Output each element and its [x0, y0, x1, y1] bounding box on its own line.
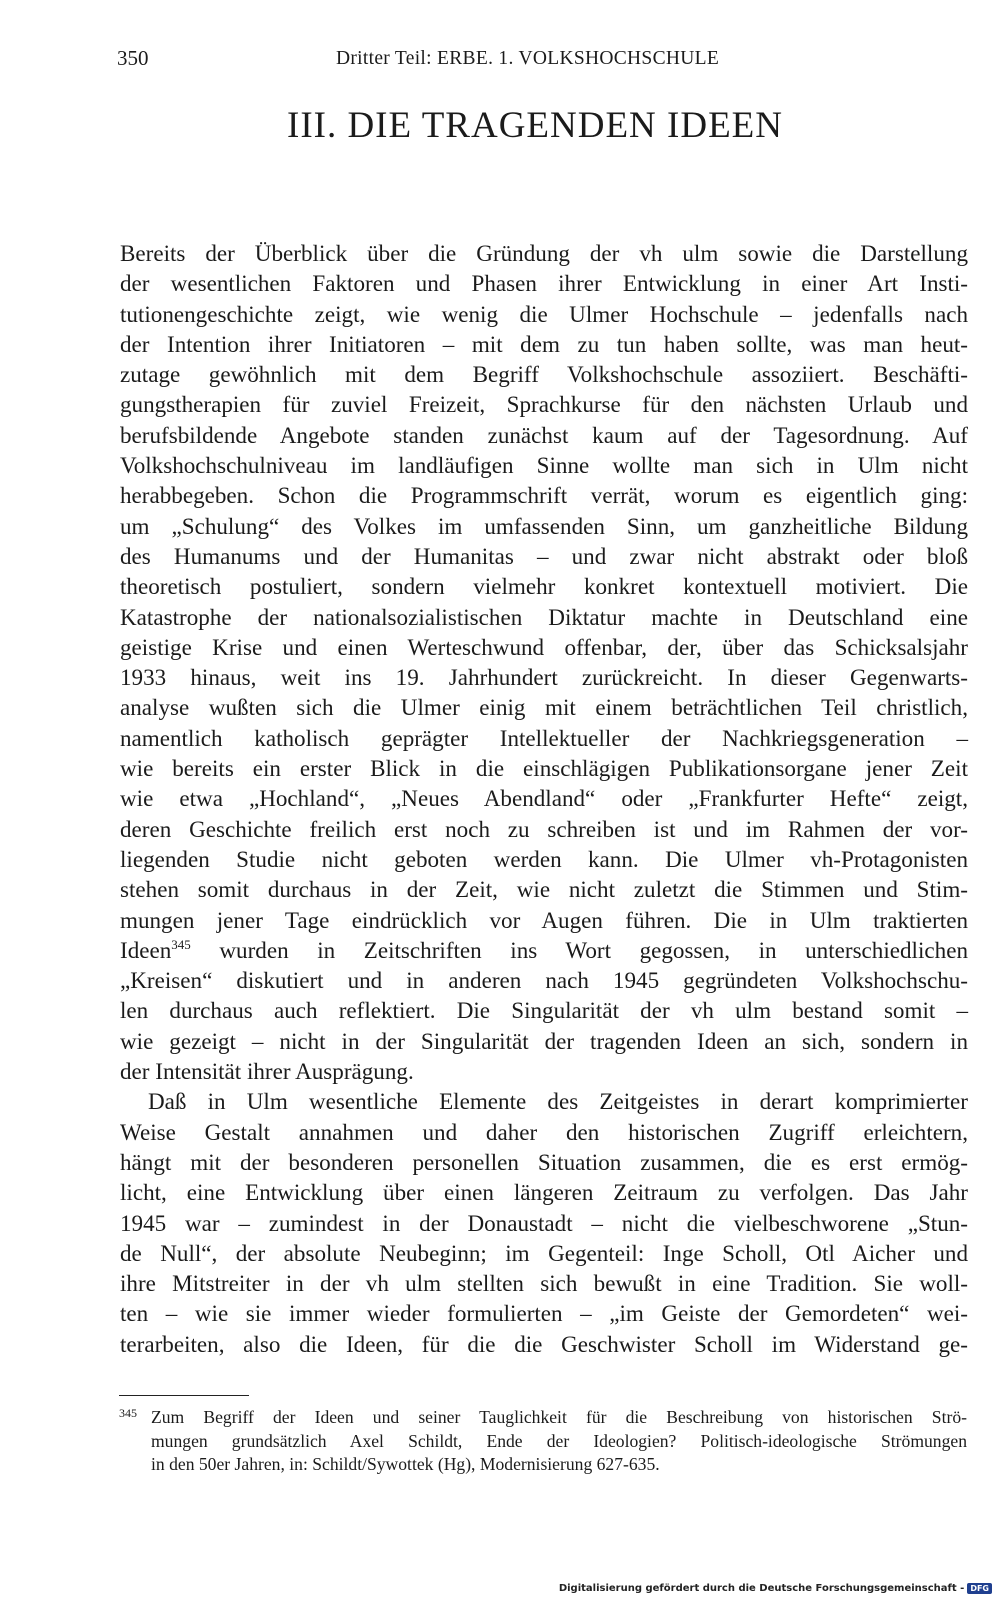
- running-head: Dritter Teil: ERBE. 1. VOLKSHOCHSCHULE: [336, 48, 720, 69]
- text-line: mungen jener Tage eindrücklich vor Augen führen. Die in Ulm traktierten: [120, 906, 968, 933]
- page-number: 350: [117, 46, 149, 70]
- text-line: terarbeiten, also die Ideen, für die die Geschwister Scholl im Widerstand ge-: [120, 1330, 968, 1357]
- text-line: analyse wußten sich die Ulmer einig mit einem beträchtlichen Teil christlich,: [120, 694, 968, 721]
- dfg-credit: [559, 1583, 992, 1594]
- ideen-rest: wurden in Zeitschriften ins Wort gegossen, in unterschiedlichen: [190, 936, 968, 963]
- text-line: 1933 hinaus, weit ins 19. Jahrhundert zurückreicht. In dieser Gegenwarts-: [120, 664, 968, 691]
- text-line: des Humanums und der Humanitas – und zwar nicht abstrakt oder bloß: [120, 542, 968, 569]
- text-line: Katastrophe der nationalsozialistischen Diktatur machte in Deutschland eine: [120, 603, 968, 630]
- dfg-logo: DFG: [967, 1583, 992, 1594]
- text-line: [120, 935, 968, 965]
- text-line: wie gezeigt – nicht in der Singularität der tragenden Ideen an sich, sondern in: [120, 1027, 968, 1054]
- text-line: berufsbildende Angebote standen zunächst kaum auf der Tagesordnung. Auf: [120, 421, 968, 448]
- text-line: Weise Gestalt annahmen und daher den historischen Zugriff erleichtern,: [120, 1118, 968, 1145]
- text-line: ten – wie sie immer wieder formulierten – „im Geiste der Gemordeten“ wei-: [120, 1300, 968, 1327]
- text-line: mungen grundsätzlich Axel Schildt, Ende der Ideologien? Politisch-ideologische Strömungen: [151, 1430, 967, 1451]
- text-line: wie bereits ein erster Blick in die einschlägigen Publikationsorgane jener Zeit: [120, 755, 968, 782]
- paragraph-1-end: [120, 965, 968, 1086]
- text-line: ihre Mitstreiter in der vh ulm stellten sich bewußt in eine Tradition. Sie woll-: [120, 1270, 968, 1297]
- text-line: Volkshochschulniveau im landläufigen Sinne wollte man sich in Ulm nicht: [120, 452, 968, 479]
- text-line: wie etwa „Hochland“, „Neues Abendland“ oder „Frankfurter Hefte“ zeigt,: [120, 785, 968, 812]
- paragraph-2: [120, 1086, 968, 1359]
- credit-text: Digitalisierung gefördert durch die Deutsche Forschungsgemeinschaft -: [558, 1583, 965, 1594]
- text-line: geistige Krise und einen Werteschwund offenbar, der, über das Schicksalsjahr: [120, 633, 968, 660]
- footnote-rule: [119, 1395, 249, 1396]
- footnote-text: [119, 1406, 967, 1477]
- text-line: der wesentlichen Faktoren und Phasen ihrer Entwicklung in einer Art Insti-: [120, 270, 968, 297]
- text-line: 1945 war – zumindest in der Donaustadt – nicht die vielbeschworene „Stun-: [120, 1209, 968, 1236]
- footnote-ref-345[interactable]: 345: [171, 936, 191, 952]
- text-line: tutionengeschichte zeigt, wie wenig die Ulmer Hochschule – jedenfalls nach: [120, 300, 968, 327]
- text-line: de Null“, der absolute Neubeginn; im Gegenteil: Inge Scholl, Otl Aicher und: [120, 1239, 968, 1266]
- chapter-title: III. DIE TRAGENDEN IDEEN: [287, 105, 783, 146]
- text-line: zutage gewöhnlich mit dem Begriff Volkshochschule assoziiert. Beschäfti-: [120, 361, 968, 388]
- ideen-word: Ideen: [120, 936, 172, 963]
- text-line: Daß in Ulm wesentliche Elemente des Zeitgeistes in derart komprimierter: [148, 1088, 968, 1115]
- footnote-number: 345: [119, 1406, 137, 1420]
- text-line: Zum Begriff der Ideen und seiner Tauglichkeit für die Beschreibung von historischen Strö-: [151, 1407, 967, 1427]
- text-line: deren Geschichte freilich erst noch zu schreiben ist und im Rahmen der vor-: [120, 815, 968, 842]
- text-line: len durchaus auch reflektiert. Die Singularität der vh ulm bestand somit –: [120, 997, 968, 1024]
- text-line: gungstherapien für zuviel Freizeit, Sprachkurse für den nächsten Urlaub und: [120, 391, 968, 418]
- paragraph-1: [120, 238, 968, 935]
- body-text: [120, 238, 968, 1359]
- text-line: licht, eine Entwicklung über einen längeren Zeitraum zu verfolgen. Das Jahr: [120, 1179, 968, 1206]
- text-line: hängt mit der besonderen personellen Situation zusammen, die es erst ermög-: [120, 1148, 968, 1175]
- text-line: in den 50er Jahren, in: Schildt/Sywottek (Hg), Modernisierung 627-635.: [151, 1454, 660, 1474]
- text-line: um „Schulung“ des Volkes im umfassenden Sinn, um ganzheitliche Bildung: [120, 512, 968, 539]
- text-line: Bereits der Überblick über die Gründung der vh ulm sowie die Darstellung: [120, 240, 968, 266]
- text-line: der Intention ihrer Initiatoren – mit dem zu tun haben sollte, was man heut-: [120, 330, 968, 357]
- text-line: stehen somit durchaus in der Zeit, wie nicht zuletzt die Stimmen und Stim-: [120, 876, 968, 903]
- text-line: liegenden Studie nicht geboten werden kann. Die Ulmer vh-Protagonisten: [120, 845, 968, 872]
- footnote: [119, 1406, 967, 1477]
- text-line: theoretisch postuliert, sondern vielmehr konkret kontextuell motiviert. Die: [120, 573, 968, 600]
- text-line: herabbegeben. Schon die Programmschrift verrät, worum es eigentlich ging:: [120, 482, 968, 509]
- text-line: der Intensität ihrer Ausprägung.: [120, 1058, 414, 1085]
- text-line: namentlich katholisch geprägter Intellektueller der Nachkriegsgeneration –: [120, 724, 968, 751]
- text-line: „Kreisen“ diskutiert und in anderen nach 1945 gegründeten Volkshochschu-: [120, 967, 968, 994]
